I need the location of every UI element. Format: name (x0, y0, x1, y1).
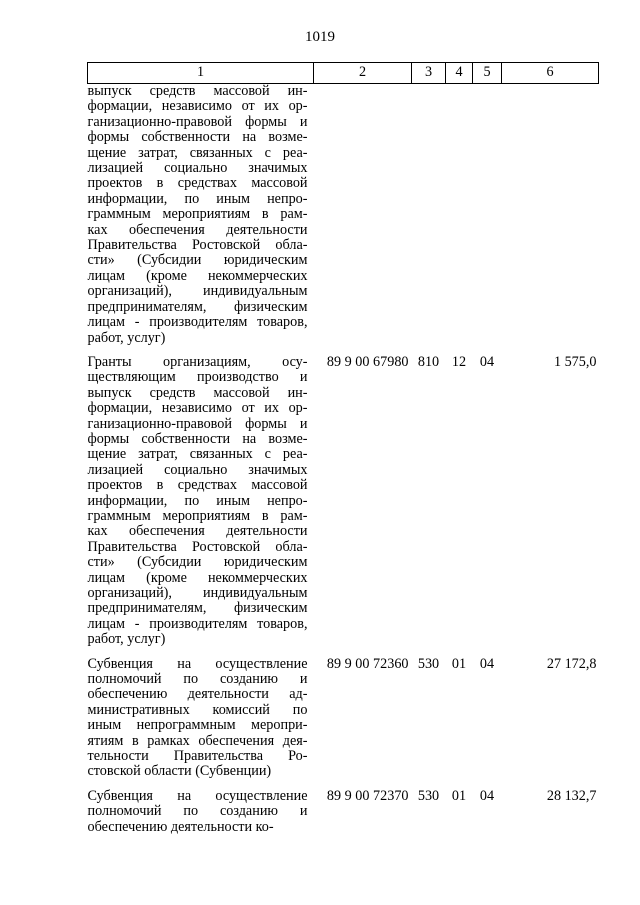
description-line: работ, услуг) (87, 329, 166, 346)
description-line: предпринимателям, физическим (87, 600, 308, 617)
description-line: лицам - производителям товаров, (87, 615, 308, 632)
description-line: Гранты организациям, осу- (87, 353, 308, 370)
description-line: формы собственности на возме- (87, 129, 308, 146)
description-line: ществляющим производство и (87, 369, 308, 386)
description-line: щение затрат, связанных с реа- (87, 144, 308, 161)
row-amount: 27 172,8 (546, 655, 597, 672)
row-target-code: 89 9 00 72370 (326, 787, 409, 804)
description-line: Правительства Ростовской обла- (87, 237, 308, 254)
table-body (88, 84, 599, 845)
table-row (88, 355, 599, 657)
column-header-3: 3 (412, 63, 446, 84)
description-line: обеспечению деятельности ад- (87, 686, 308, 703)
row-section: 12 (451, 353, 467, 370)
table-row (88, 657, 599, 789)
row-expense-type (412, 84, 446, 355)
description-line: формы собственности на возме- (87, 430, 308, 447)
description-line: лицам (кроме некоммерческих (87, 267, 308, 284)
description-line: ятиям в рамках обеспечения дея- (87, 732, 308, 749)
column-header-6: 6 (502, 63, 599, 84)
description-line: ганизационно-правовой формы и (87, 113, 308, 130)
description-line: министративных комиссий по (87, 701, 308, 718)
row-description (88, 84, 314, 355)
description-line: ках обеспечения деятельности (87, 523, 308, 540)
budget-table (87, 62, 599, 844)
description-line: обеспечению деятельности ко- (87, 818, 274, 835)
description-line: щение затрат, связанных с реа- (87, 446, 308, 463)
row-section: 01 (451, 787, 467, 804)
description-line: Субвенция на осуществление (87, 655, 308, 672)
description-line: полномочий по созданию и (87, 671, 308, 688)
description-line: Субвенция на осуществление (87, 787, 308, 804)
description-line: ганизационно-правовой формы и (87, 415, 308, 432)
table-row (88, 84, 599, 355)
description-line: проектов в средствах массовой (87, 175, 308, 192)
description-line: информации, по иным непро- (87, 492, 308, 509)
column-header-1: 1 (88, 63, 314, 84)
row-section: 01 (451, 655, 467, 672)
row-target-code: 89 9 00 72360 (326, 655, 409, 672)
description-line: выпуск средств массовой ин- (87, 83, 308, 99)
row-section (446, 84, 473, 355)
row-subsection: 04 (479, 787, 495, 804)
row-expense-type: 530 (417, 787, 440, 804)
description-line: организаций), индивидуальным (87, 283, 308, 300)
description-line: граммным мероприятиям в рам- (87, 507, 308, 524)
description-line: сти» (Субсидии юридическим (87, 554, 308, 571)
description-line: лицам (кроме некоммерческих (87, 569, 308, 586)
row-description (88, 355, 314, 657)
column-header-4: 4 (446, 63, 473, 84)
description-line: стовской области (Субвенции) (87, 763, 272, 780)
description-line: лизацией социально значимых (87, 160, 308, 177)
row-expense-type: 530 (417, 655, 440, 672)
description-line: предпринимателям, физическим (87, 298, 308, 315)
row-subsection (473, 84, 502, 355)
column-header-2: 2 (314, 63, 412, 84)
table-header (88, 63, 599, 84)
row-amount: 28 132,7 (546, 787, 597, 804)
description-line: работ, услуг) (87, 631, 166, 648)
page-number: 1019 (305, 29, 335, 45)
description-line: формации, независимо от их ор- (87, 98, 308, 115)
description-line: формации, независимо от их ор- (87, 400, 308, 417)
row-description (88, 789, 314, 844)
description-line: полномочий по созданию и (87, 803, 308, 820)
header-row (88, 63, 599, 84)
description-line: Правительства Ростовской обла- (87, 538, 308, 555)
description-line: сти» (Субсидии юридическим (87, 252, 308, 269)
row-amount (502, 84, 599, 355)
row-expense-type: 810 (417, 353, 440, 370)
description-line: организаций), индивидуальным (87, 585, 308, 601)
row-target-code (314, 84, 412, 355)
row-subsection: 04 (479, 353, 495, 370)
column-header-5: 5 (473, 63, 502, 84)
description-line: лицам - производителям товаров, (87, 314, 308, 331)
description-line: ках обеспечения деятельности (87, 221, 308, 238)
description-line: иным непрограммным меропри- (87, 717, 308, 734)
row-target-code: 89 9 00 67980 (326, 353, 409, 370)
row-subsection: 04 (479, 655, 495, 672)
row-amount: 1 575,0 (553, 353, 597, 370)
description-line: граммным мероприятиям в рам- (87, 206, 308, 223)
row-description (88, 657, 314, 789)
description-line: информации, по иным непро- (87, 190, 308, 207)
description-line: лизацией социально значимых (87, 461, 308, 478)
description-line: проектов в средствах массовой (87, 477, 308, 494)
description-line: тельности Правительства Ро- (87, 748, 308, 765)
description-line: выпуск средств массовой ин- (87, 384, 308, 401)
table-row (88, 789, 599, 844)
